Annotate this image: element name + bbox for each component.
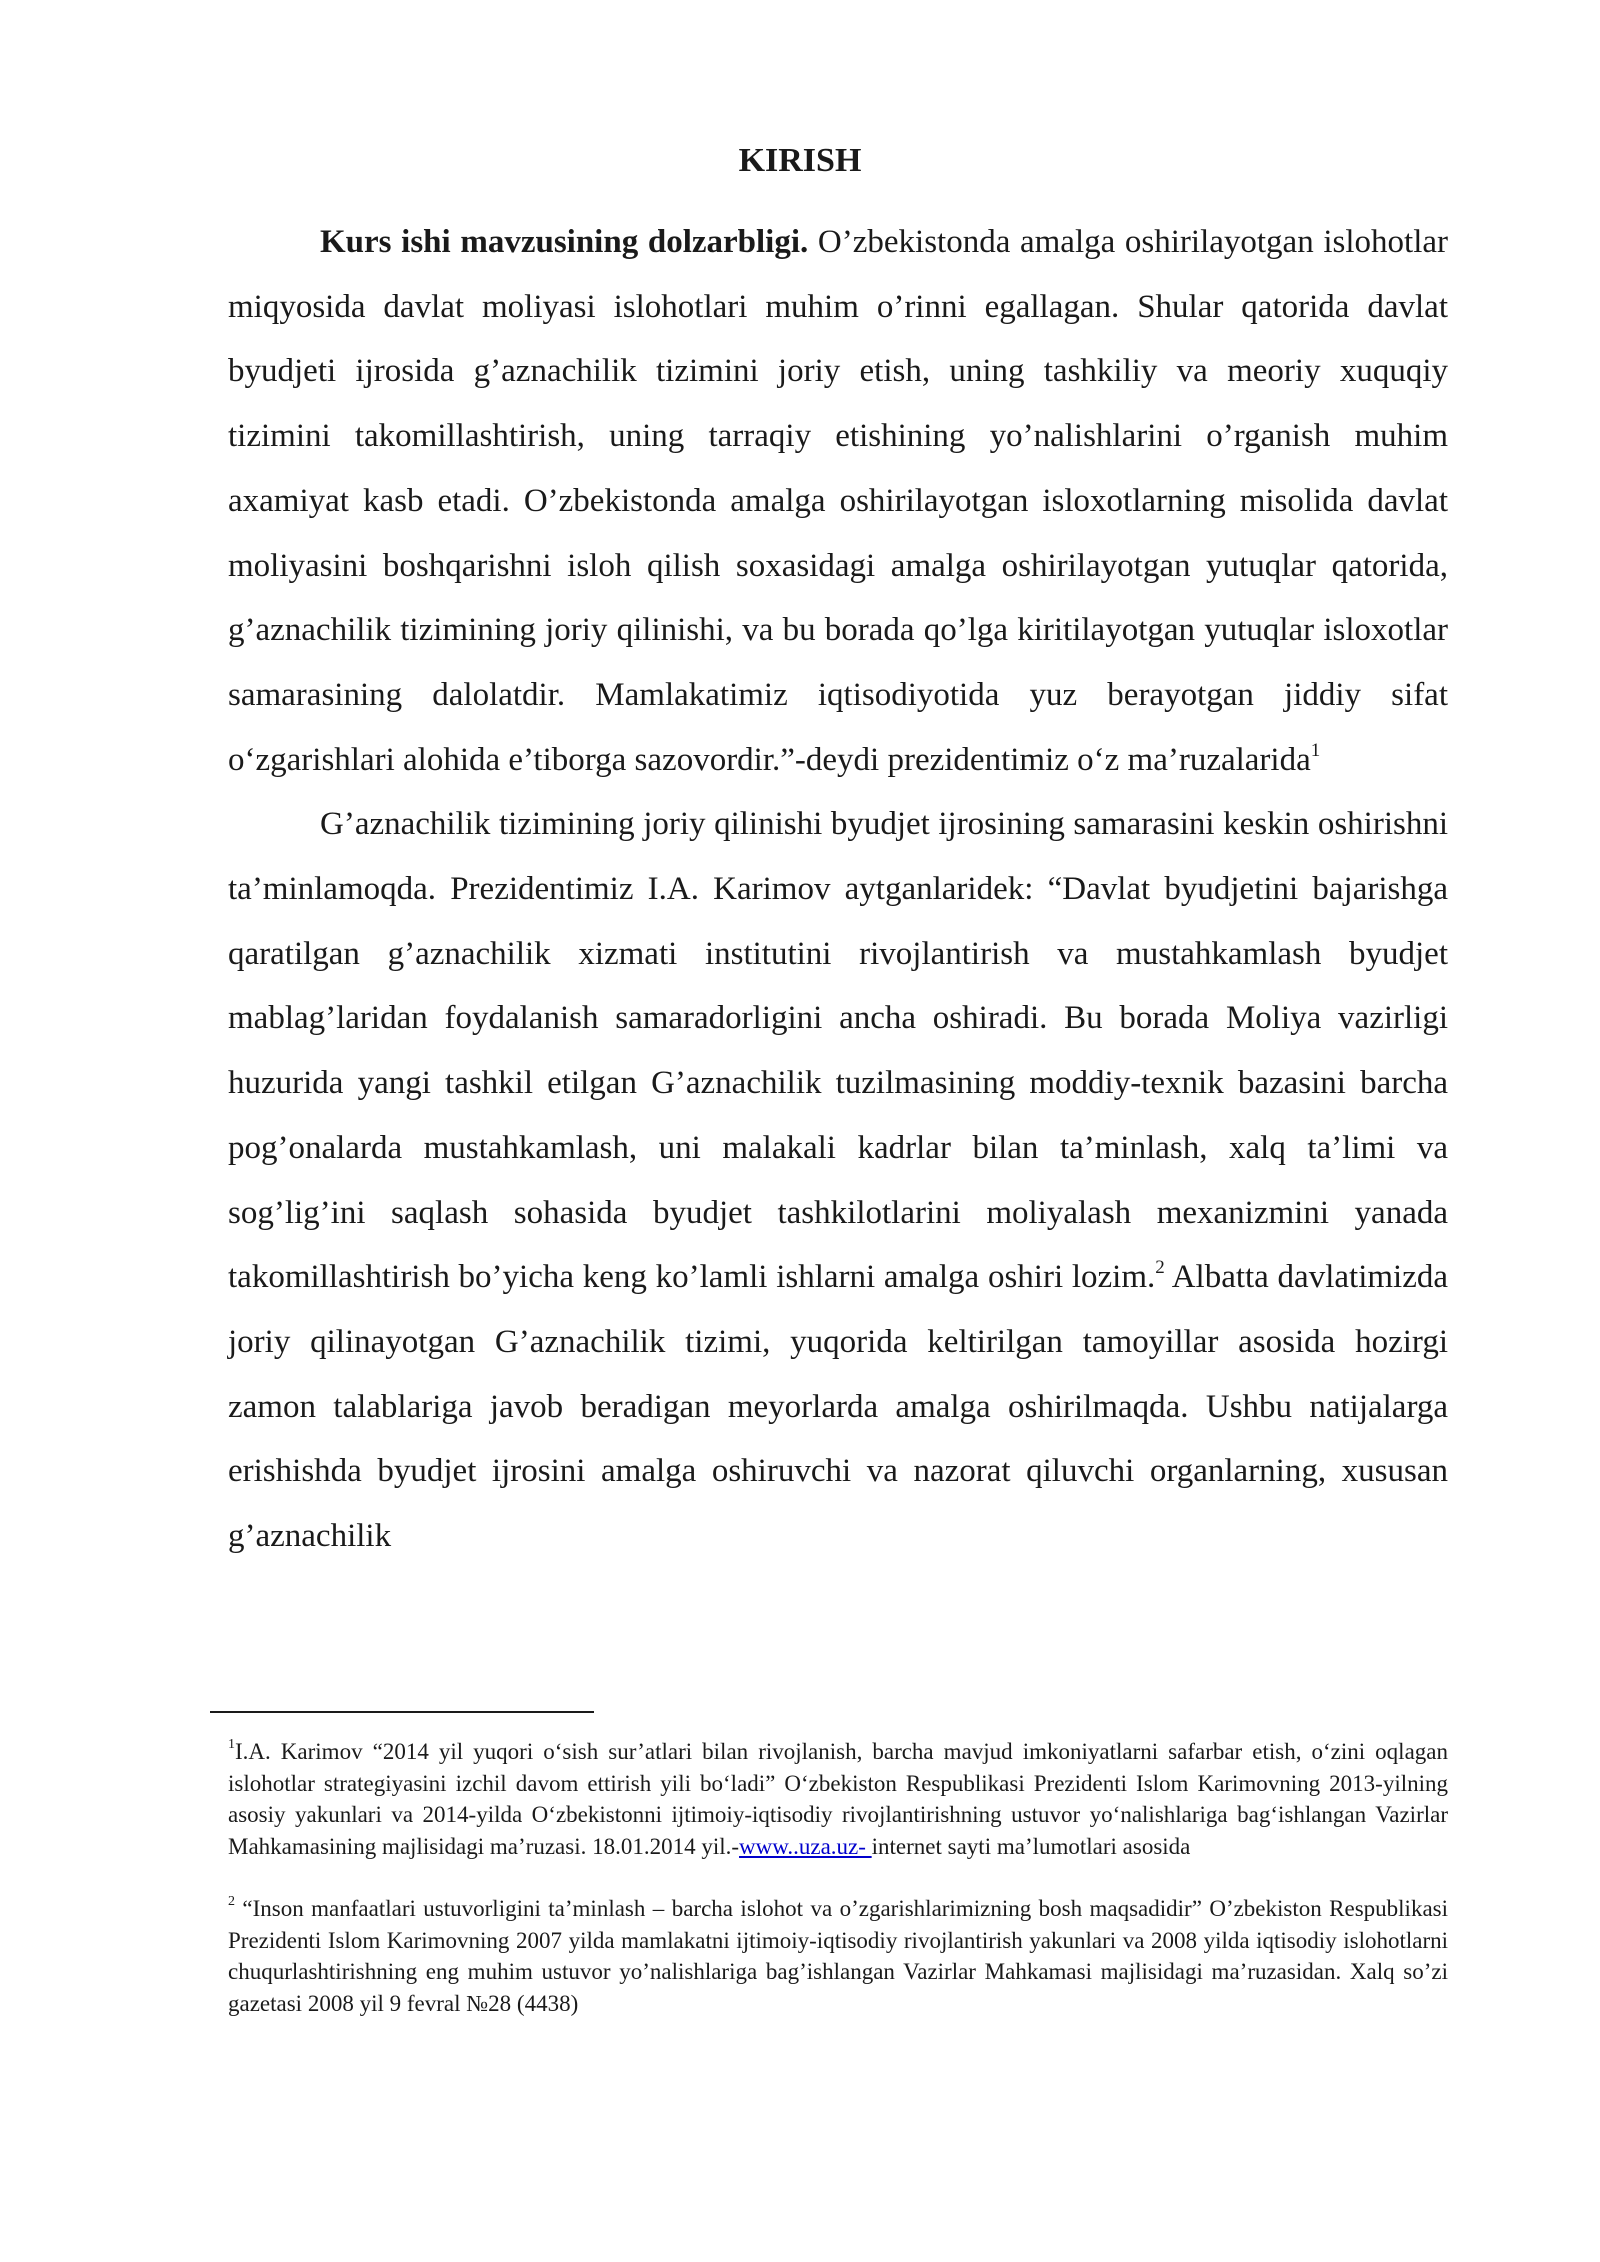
footnote-separator	[210, 1711, 594, 1713]
paragraph-2-text-after: Albatta davlatimizda joriy qilinayotgan G’aznachilik tizimi, yuqorida keltirilgan tamoyillar asosida hozirgi zamon talablariga javob beradigan meyorlarda amalga oshirilmaqda. Ushbu natijalarga erishishda byudjet ijrosini amalga oshiruvchi va nazorat qiluvchi organlarning, xususan g’aznachilik	[228, 1259, 1448, 1555]
footnotes	[228, 1736, 1448, 2019]
page-title: KIRISH	[738, 142, 862, 179]
footnote-2-number: 2	[228, 1894, 235, 1910]
footnote-ref-2[interactable]: 2	[1155, 1257, 1165, 1279]
footnote-1	[228, 1736, 1448, 1862]
footnote-1-text-after-link: internet sayti ma’lumotlari asosida	[871, 1833, 1191, 1859]
paragraph-1-text: O’zbekistonda amalga oshirilayotgan islohotlar miqyosida davlat moliyasi islohotlari muhim o’rinni egallagan. Shular qatorida davlat byudjeti ijrosida g’aznachilik tizimini joriy etish, uning tashkiliy va meoriy xuquqiy tizimini takomillashtirish, uning tarraqiy etishining yo’nalishlarini o’rganish muhim axamiyat kasb etadi. O’zbekistonda amalga oshirilayotgan isloxotlarning misolida davlat moliyasini boshqarishni isloh qilish soxasidagi amalga oshirilayotgan yutuqlar qatorida, g’aznachilik tizimining joriy qilinishi, va bu borada qo’lga kiritilayotgan yutuqlar isloxotlar samarasining dalolatdir. Mamlakatimiz iqtisodiyotida yuz berayotgan jiddiy sifat o‘zgarishlari alohida e’tiborga sazovordir.”-deydi prezidentimiz o‘z ma’ruzalarida	[228, 224, 1448, 778]
footnote-1-link[interactable]: www..uza.uz-	[739, 1833, 872, 1859]
footnote-ref-1[interactable]: 1	[1310, 739, 1321, 761]
paragraph-1	[228, 210, 1448, 792]
footnote-2-text: “Inson manfaatlari ustuvorligini ta’minlash – barcha islohot va o’zgarishlarimizning bosh maqsadidir” O’zbekiston Respublikasi Prezidenti Islom Karimovning 2007 yilda mamlakatni ijtimoiy-iqtisodiy rivojlantirish yakunlari va 2008 yilda iqtisodiy islohotlarni chuqurlashtirishning eng muhim ustuvor yo’nalishlariga bag’ishlangan Vazirlar Mahkamasi majlisidagi ma’ruzasidan. Xalq so’zi gazetasi 2008 yil 9 fevral №28 (4438)	[228, 1896, 1448, 2016]
paragraph-2	[228, 792, 1448, 1568]
paragraph-1-bold-lead: Kurs ishi mavzusining dolzarbligi.	[320, 224, 809, 260]
paragraph-2-text-before: G’aznachilik tizimining joriy qilinishi byudjet ijrosining samarasini keskin oshirishni ta’minlamoqda. Prezidentimiz I.A. Karimov aytganlaridek: “Davlat byudjetini bajarishga qaratilgan g’aznachilik xizmati institutini rivojlantirish va mustahkamlash byudjet mablag’laridan foydalanish samaradorligini ancha oshiradi. Bu borada Moliya vazirligi huzurida yangi tashkil etilgan G’aznachilik tuzilmasining moddiy-texnik bazasini barcha pog’onalarda mustahkamlash, uni malakali kadrlar bilan ta’minlash, xalq ta’limi va sog’lig’ini saqlash sohasida byudjet tashkilotlarini moliyalash mexanizmini yanada takomillashtirish bo’yicha keng ko’lamli ishlarni amalga oshiri lozim.	[228, 806, 1448, 1296]
footnote-1-text: I.A. Karimov “2014 yil yuqori o‘sish sur’atlari bilan rivojlanish, barcha mavjud imkoniyatlarni safarbar etish, o‘zini oqlagan islohotlar strategiyasini izchil davom ettirish yili bo‘ladi” O‘zbekiston Respublikasi Prezidenti Islom Karimovning 2013-yilning asosiy yakunlari va 2014-yilda O‘zbekistonni ijtimoiy-iqtisodiy rivojlantirishning ustuvor yo‘nalishlariga bag‘ishlangan Vazirlar Mahkamasining majlisidagi ma’ruzasi. 18.01.2014 yil.-	[228, 1739, 1448, 1859]
footnote-2	[228, 1893, 1448, 2019]
body-text	[228, 210, 1448, 1569]
footnote-1-number: 1	[228, 1737, 235, 1753]
